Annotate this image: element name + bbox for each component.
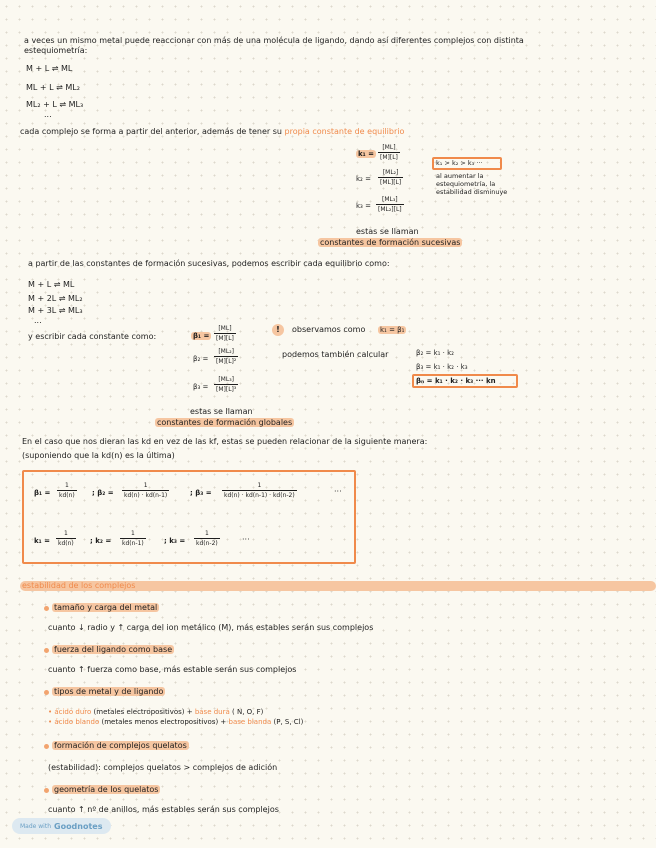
goodnotes-watermark: Made with Goodnotes (12, 818, 111, 834)
calc-betan: βₙ = k₁ · k₂ · k₃ ··· kn (416, 377, 496, 385)
kd-beta3-fraction: $\frac{1}{kd(n) \cdot kd(n-1) \cdot kd(n-2)}$ (224, 482, 295, 499)
dissociation-line-2: (suponiendo que la kd(n) es la última) (22, 451, 175, 460)
intro-line-1: a veces un mismo metal puede reaccionar con más de una molécula de ligando, dando así diferentes complejos con distinta (24, 36, 524, 45)
global-write-sentence: y escribir cada constante como: (28, 332, 157, 341)
kd-beta2-fraction: $\frac{1}{kd(n) \cdot kd(n-1)}$ (124, 482, 168, 499)
global-dots: ... (34, 316, 42, 325)
stability-heading: estabilidad de los complejos (22, 581, 136, 590)
factor-2-text: cuanto ↑ fuerza como base, más estable serán sus complejos (48, 665, 297, 674)
observe-text: observamos como (292, 325, 366, 334)
dissociation-line-1: En el caso que nos dieran las kd en vez de las kf, estas se pueden relacionar de la siguiente manera: (22, 437, 428, 446)
successive-sentence: cada complejo se forma a partir del anterior, además de tener su propia constante de equilibrio (20, 127, 405, 136)
global-equation-1: M + L ⇌ ML (28, 280, 75, 289)
k2-fraction: $\frac{\text{[ML₂]}}{[ML][L]}$ (380, 169, 402, 186)
bullet-icon (44, 648, 49, 653)
beta3-label: β₃ = (193, 383, 209, 391)
stoichiometry-note-3: estabilidad disminuye (436, 188, 508, 196)
kd-k2-label: ; k₂ = (90, 537, 112, 545)
beta2-fraction: $\frac{\text{[ML₂]}}{\text{[M][L]²}}$ (216, 348, 237, 365)
observe-equation: k₁ = β₁ (380, 326, 405, 334)
kd-beta-dots: ··· (334, 487, 342, 496)
global-intro: a partir de las constantes de formación sucesivas, podemos escribir cada equilibrio como: (28, 259, 390, 268)
kd-k-dots: ··· (242, 535, 250, 544)
kd-k2-fraction: $\frac{1}{kd(n-1)}$ (122, 530, 144, 547)
kd-k3-fraction: $\frac{1}{kd(n-2)}$ (196, 530, 218, 547)
bullet-icon (44, 744, 49, 749)
kd-beta1-label: β₁ = (34, 489, 51, 497)
kd-k3-label: ; k₃ = (164, 537, 186, 545)
intro-line-2: estequiometría: (24, 46, 88, 55)
beta2-label: β₂ = (193, 355, 209, 363)
k1-fraction: $\frac{[ML]}{[M][L]}$ (380, 144, 398, 161)
global-named-1: estas se llaman (190, 407, 253, 416)
equilibrium-constant-highlight: propia constante de equilibrio (284, 127, 405, 136)
k1-label: k₁ = (358, 150, 375, 158)
factor-1-text: cuanto ↓ radio y ↑ carga del ion metálico (M), más estables serán sus complejos (48, 623, 374, 632)
factor-4-title: formación de complejos quelatos (54, 741, 187, 750)
factor-5-text: cuanto ↑ nº de anillos, más estables serán sus complejos (48, 805, 279, 814)
beta3-fraction: $\frac{\text{[ML₃]}}{\text{[M][L]³}}$ (216, 376, 237, 393)
intro-equation-2: ML + L ⇌ ML₂ (26, 83, 80, 92)
factor-4-text: (estabilidad): complejos quelatos > complejos de adición (48, 763, 278, 772)
factor-3-hard: • ácido duro (metales electropositivos) + base dura ( N, O, F) (48, 708, 264, 716)
stoichiometry-note-2: estequiometría, la (436, 180, 496, 188)
kd-beta2-label: ; β₂ = (92, 489, 114, 497)
successive-named-1: estas se llaman (356, 227, 419, 236)
kd-k1-fraction: $\frac{1}{kd(n)}$ (58, 530, 74, 547)
intro-equation-1: M + L ⇌ ML (26, 64, 73, 73)
factor-5-title: geometría de los quelatos (54, 785, 159, 794)
intro-dots: ... (44, 110, 52, 119)
factor-3-title: tipos de metal y de ligando (54, 687, 164, 696)
kd-k1-label: k₁ = (34, 537, 51, 545)
bullet-icon (44, 606, 49, 611)
factor-2-title: fuerza del ligando como base (54, 645, 173, 654)
warning-icon: ! (272, 324, 284, 336)
factor-3-soft: • ácido blando (metales menos electropositivos) + base blanda (P, S, Cl) (48, 718, 304, 726)
k2-label: k₂ = (356, 175, 371, 183)
calc-beta2: β₂ = k₁ · k₂ (416, 349, 454, 357)
calc-text: podemos también calcular (282, 350, 389, 359)
stoichiometry-note-1: al aumentar la (436, 172, 484, 180)
global-equation-3: M + 3L ⇌ ML₃ (28, 306, 83, 315)
global-named-2: constantes de formación globales (157, 418, 293, 427)
k3-label: k₃ = (356, 202, 371, 210)
successive-named-2: constantes de formación sucesivas (320, 238, 461, 247)
factor-1-title: tamaño y carga del metal (54, 603, 158, 612)
kd-beta3-label: ; β₃ = (190, 489, 212, 497)
bullet-icon (44, 788, 49, 793)
intro-equation-3: ML₂ + L ⇌ ML₃ (26, 100, 84, 109)
global-equation-2: M + 2L ⇌ ML₂ (28, 294, 83, 303)
kd-beta1-fraction: $\frac{1}{kd(n)}$ (59, 482, 75, 499)
beta1-fraction: $\frac{[ML]}{[M][L]}$ (216, 325, 234, 342)
calc-beta3: β₃ = k₁ · k₂ · k₃ (416, 363, 468, 371)
beta1-label: β₁ = (193, 332, 210, 340)
constant-order: k₁ > k₂ > k₃ ··· (436, 159, 483, 167)
k3-fraction: $\frac{\text{[ML₃]}}{\text{[ML₂][L]}}$ (378, 196, 402, 213)
bullet-icon (44, 690, 49, 695)
